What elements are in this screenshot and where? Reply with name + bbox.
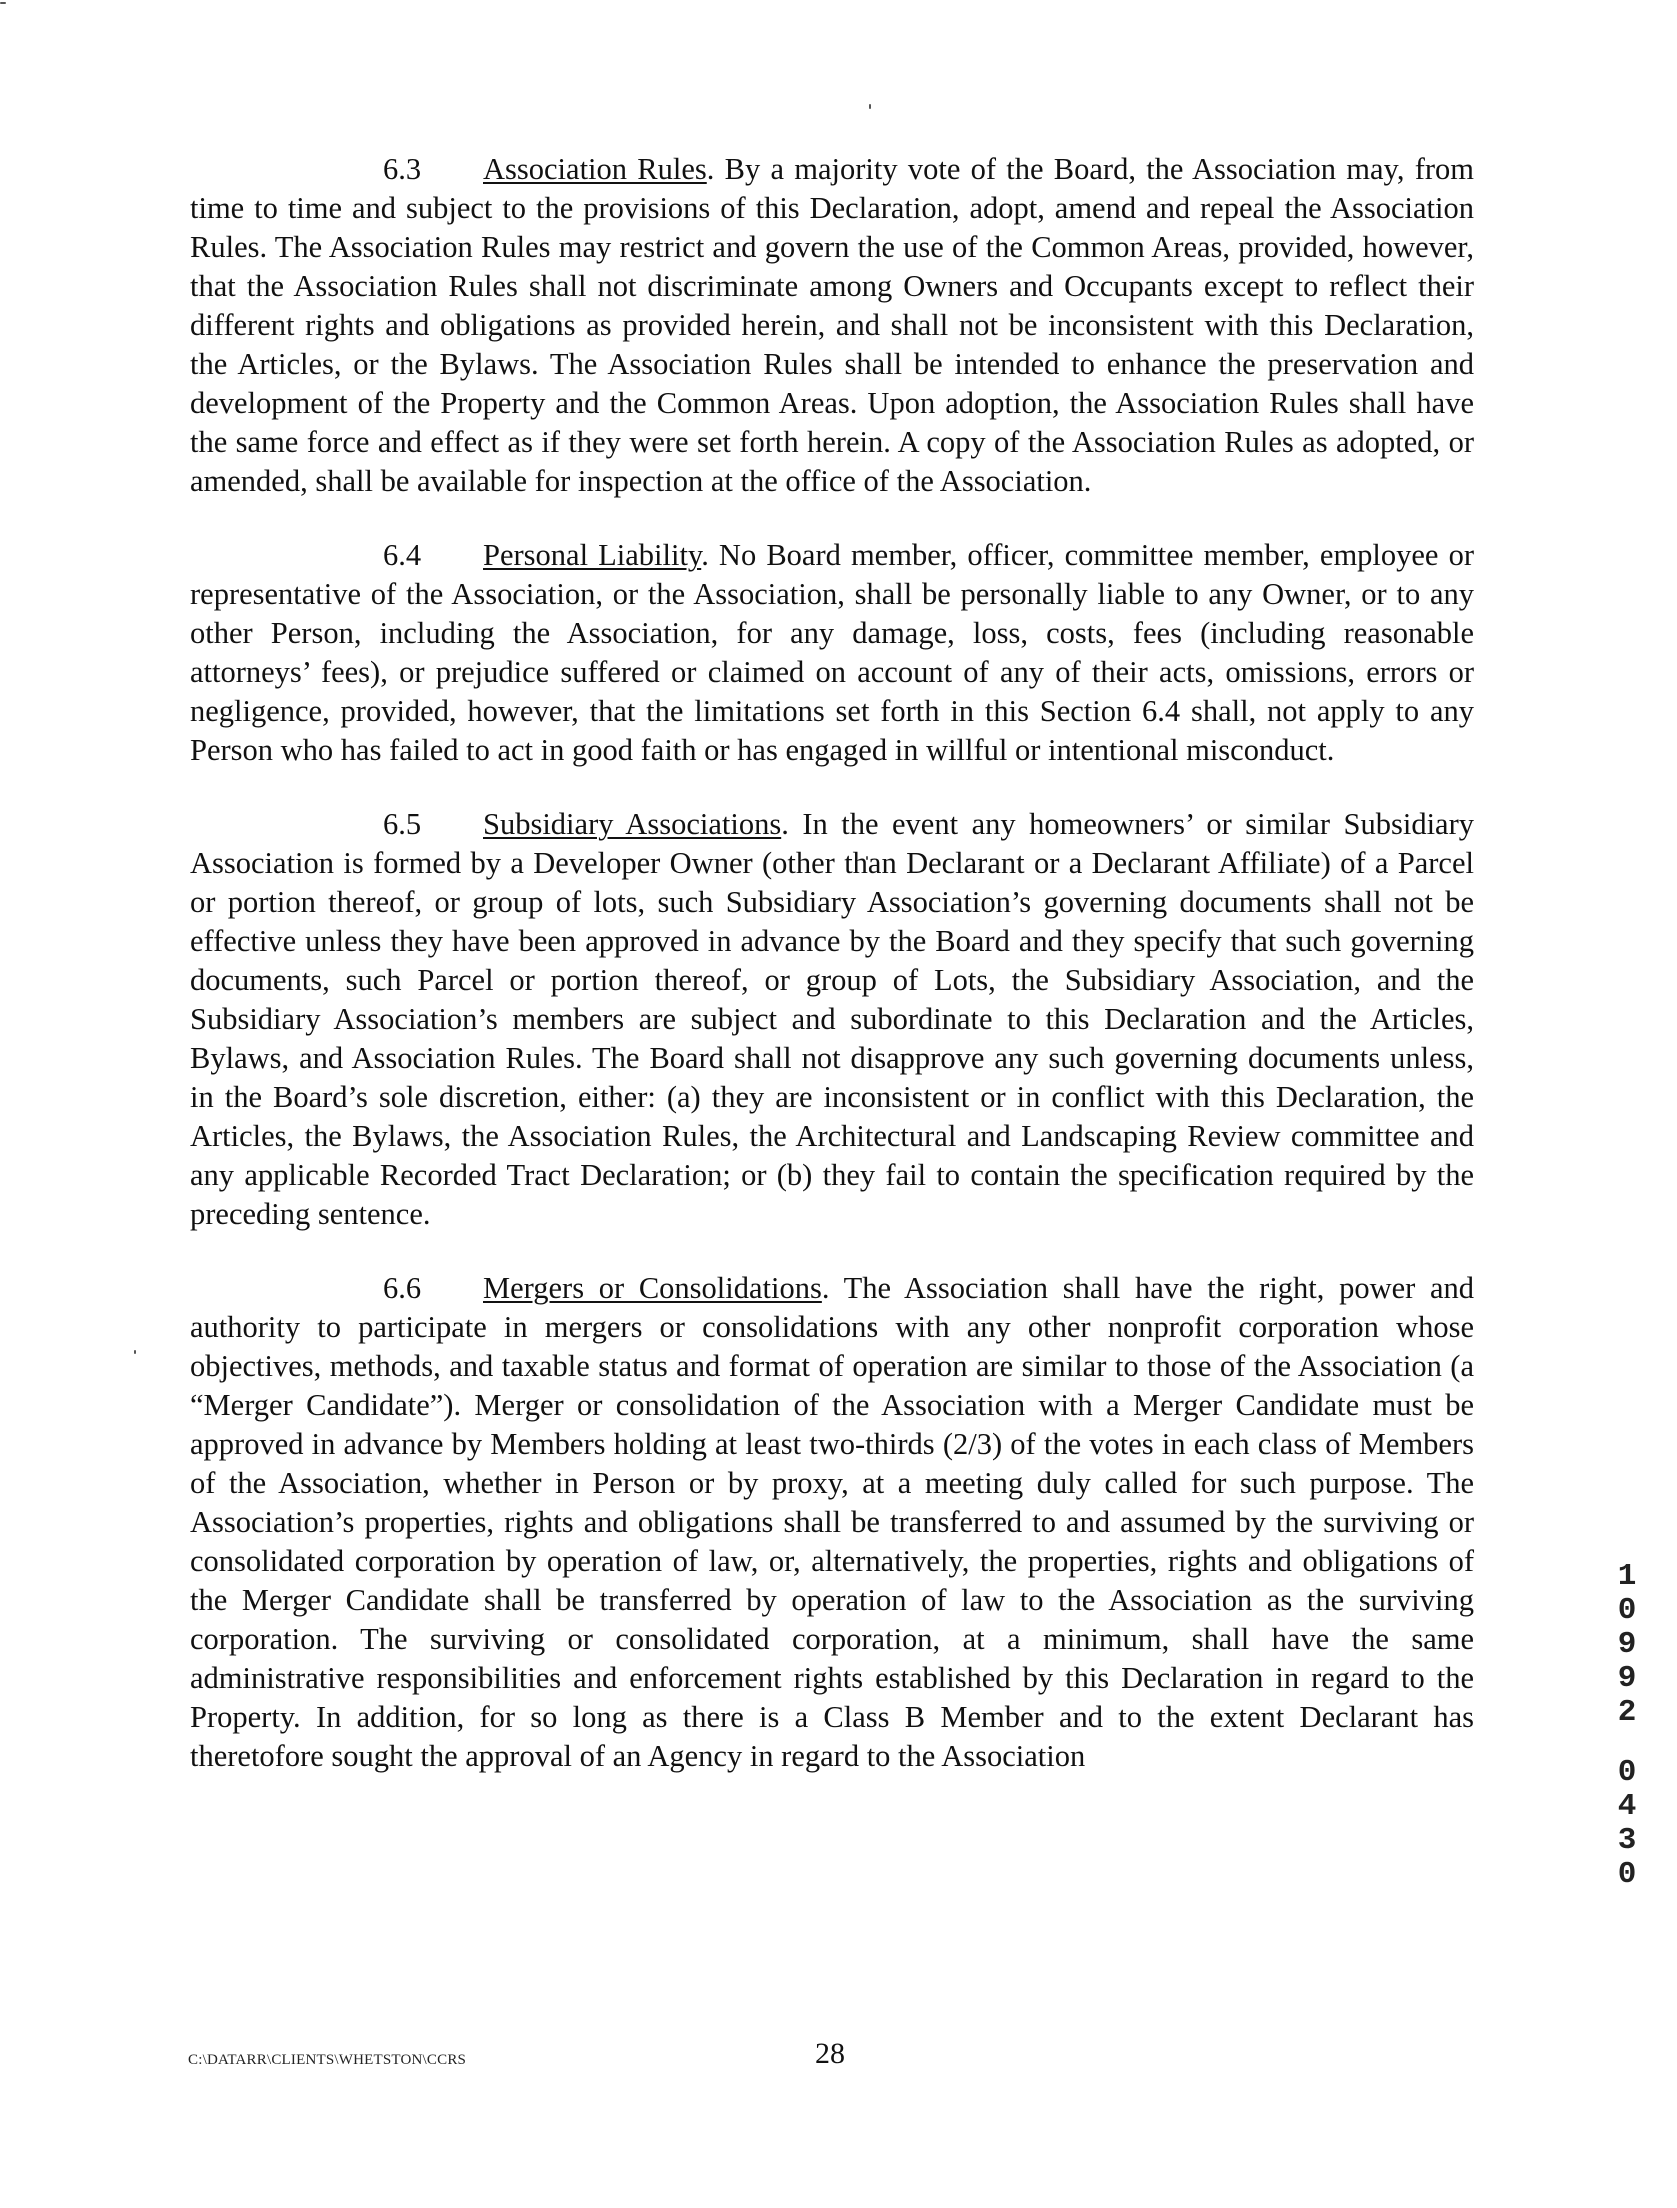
section-title: Subsidiary Associations bbox=[483, 807, 782, 841]
section-body: . The Association shall have the right, power and authority to participate in mergers or consolidations with any other nonprofit corporation whose objectives, methods, and taxable status and format of operation are similar to those of the Association (a “Merger Candidate”). Merger or consolidation of the Association with a Merger Candidate must be approved in advance by Members holding at least two-thirds (2/3) of the votes in each class of Members of the Association, whether in Person or by proxy, at a meeting duly called for such purpose. The Association’s properties, rights and obligations shall be transferred to and assumed by the surviving or consolidated corporation by operation of law, or, alternatively, the properties, rights and obligations of the Merger Candidate shall be transferred by operation of law to the Association as the surviving corporation. The surviving or consolidated corporation, at a minimum, shall have the same administrative responsibilities and enforcement rights established by this Declaration in regard to the Property. In addition, for so long as there is a Class B Member and to the extent Declarant has theretofore sought the approval of an Agency in regard to the Association bbox=[190, 1271, 1475, 1773]
page-number: 28 bbox=[815, 2037, 845, 2070]
section-6-5 bbox=[190, 805, 1474, 1234]
section-title: Association Rules bbox=[483, 152, 707, 186]
section-6-3 bbox=[190, 150, 1474, 501]
document-body bbox=[190, 150, 1474, 1811]
section-number: 6.3 bbox=[383, 152, 422, 186]
scan-speck bbox=[869, 104, 871, 109]
stamp-digit: 9 bbox=[1617, 1661, 1637, 1696]
section-body: . By a majority vote of the Board, the Association may, from time to time and subject to the provisions of this Declaration, adopt, amend and repeal the Association Rules. The Association Rules may restrict and govern the use of the Common Areas, provided, however, that the Association Rules shall not discriminate among Owners and Occupants except to reflect their different rights and obligations as provided herein, and shall not be inconsistent with this Declaration, the Articles, or the Bylaws. The Association Rules shall be intended to enhance the preservation and development of the Property and the Common Areas. Upon adoption, the Association Rules shall have the same force and effect as if they were set forth herein. A copy of the Association Rules as adopted, or amended, shall be available for inspection at the office of the Association. bbox=[190, 152, 1474, 498]
stamp-digit: 0 bbox=[1617, 1857, 1637, 1892]
section-body: . In the event any homeowners’ or similar Subsidiary Association is formed by a Developer Owner (other than Declarant or a Declarant Affiliate) of a Parcel or portion thereof, or group of lots, such Subsidiary Association’s governing documents shall not be effective unless they have been approved in advance by the Board and they specify that such governing documents, such Parcel or portion thereof, or group of Lots, the Subsidiary Association, and the Subsidiary Association’s members are subject and subordinate to this Declaration and the Articles, Bylaws, and Association Rules. The Board shall not disapprove any such governing documents unless, in the Board’s sole discretion, either: (a) they are inconsistent or in conflict with this Declaration, the Articles, the Bylaws, the Association Rules, the Architectural and Landscaping Review committee and any applicable Recorded Tract Declaration; or (b) they fail to contain the specification required by the preceding sentence. bbox=[190, 807, 1474, 1231]
section-title: Personal Liability bbox=[483, 538, 702, 572]
stamp-digit: 3 bbox=[1617, 1823, 1637, 1858]
stamp-gap bbox=[1612, 1730, 1642, 1756]
section-6-6 bbox=[190, 1269, 1474, 1776]
stamp-digit: 0 bbox=[1617, 1593, 1637, 1628]
section-number: 6.4 bbox=[383, 538, 422, 572]
stamp-digit: 4 bbox=[1617, 1789, 1637, 1824]
scan-speck bbox=[0, 2, 6, 4]
section-body: . No Board member, officer, committee member, employee or representative of the Association, or the Association, shall be personally liable to any Owner, or to any other Person, including the Association, for any damage, loss, costs, fees (including reasonable attorneys’ fees), or prejudice suffered or claimed on account of any of their acts, omissions, errors or negligence, provided, however, that the limitations set forth in this Section 6.4 shall, not apply to any Person who has failed to act in good faith or has engaged in willful or intentional misconduct. bbox=[190, 538, 1474, 767]
section-title: Mergers or Consolidations bbox=[483, 1271, 822, 1305]
section-number: 6.6 bbox=[383, 1271, 422, 1305]
stamp-digit: 2 bbox=[1617, 1695, 1637, 1730]
section-6-4 bbox=[190, 536, 1474, 770]
footer-file-path: C:\DATARR\CLIENTS\WHETSTON\CCRS bbox=[188, 2052, 467, 2068]
recording-stamp-number bbox=[1612, 1560, 1642, 1892]
stamp-digit: 0 bbox=[1617, 1755, 1637, 1790]
stamp-digit: 1 bbox=[1617, 1559, 1637, 1594]
scan-speck bbox=[134, 1350, 136, 1354]
section-number: 6.5 bbox=[383, 807, 422, 841]
stamp-digit: 9 bbox=[1617, 1627, 1637, 1662]
